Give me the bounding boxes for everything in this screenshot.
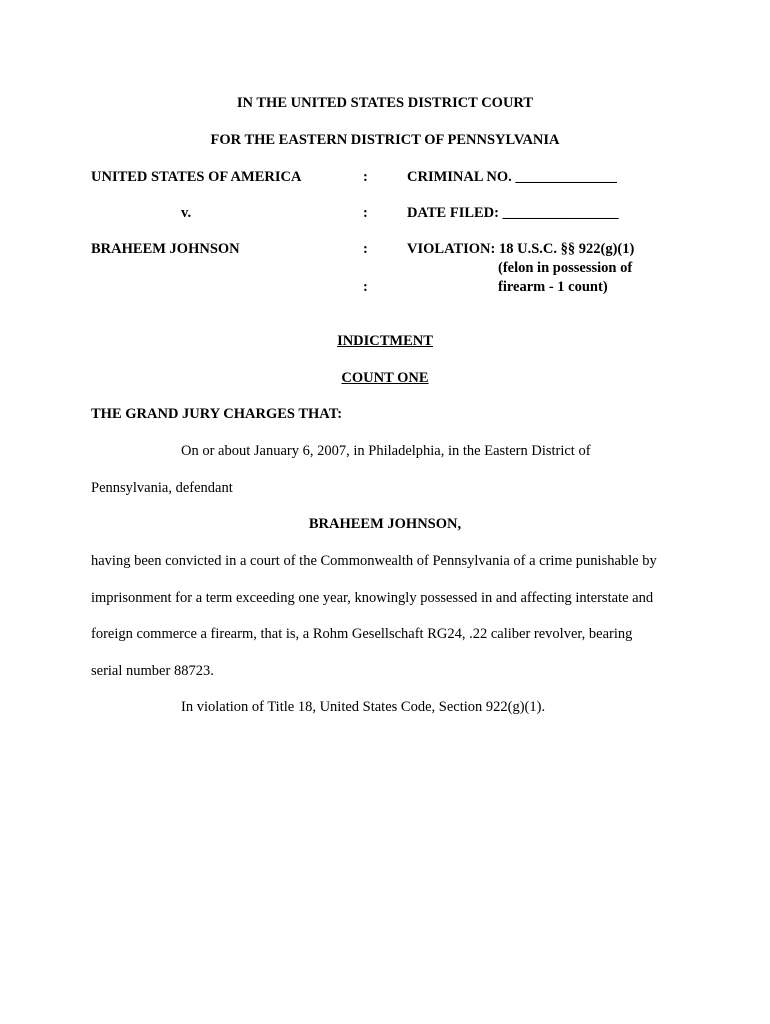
caption-violation-line3: firearm - 1 count) bbox=[498, 279, 608, 295]
heading-indictment: INDICTMENT bbox=[337, 333, 433, 349]
body-para2-line2: imprisonment for a term exceeding one year, knowingly possessed in and affecting interstate and bbox=[91, 590, 654, 606]
caption-date-filed: DATE FILED: ________________ bbox=[407, 205, 619, 221]
caption-defendant: BRAHEEM JOHNSON bbox=[91, 241, 240, 257]
caption-colon-4: : bbox=[363, 279, 368, 295]
caption-colon-3: : bbox=[363, 241, 368, 257]
heading-count-one: COUNT ONE bbox=[341, 370, 429, 386]
caption-violation-line1: VIOLATION: 18 U.S.C. §§ 922(g)(1) bbox=[407, 241, 635, 257]
court-title-line2: FOR THE EASTERN DISTRICT OF PENNSYLVANIA bbox=[210, 132, 560, 148]
caption-violation-line2: (felon in possession of bbox=[498, 260, 633, 276]
body-para2-line4: serial number 88723. bbox=[91, 663, 214, 679]
caption-colon-2: : bbox=[363, 205, 368, 221]
caption-versus: v. bbox=[181, 205, 192, 221]
body-defendant-name: BRAHEEM JOHNSON, bbox=[308, 516, 462, 532]
body-para1-line2: Pennsylvania, defendant bbox=[91, 480, 233, 496]
court-title-line1: IN THE UNITED STATES DISTRICT COURT bbox=[236, 95, 534, 111]
body-para1-line1: On or about January 6, 2007, in Philadelphia, in the Eastern District of bbox=[181, 443, 591, 459]
body-para2-line1: having been convicted in a court of the Commonwealth of Pennsylvania of a crime punishable by bbox=[91, 553, 657, 569]
body-violation-statement: In violation of Title 18, United States Code, Section 922(g)(1). bbox=[181, 699, 546, 715]
caption-colon-1: : bbox=[363, 169, 368, 185]
caption-criminal-no: CRIMINAL NO. ______________ bbox=[407, 169, 617, 185]
body-para2-line3: foreign commerce a firearm, that is, a Rohm Gesellschaft RG24, .22 caliber revolver, bearing bbox=[91, 626, 633, 642]
heading-grand-jury: THE GRAND JURY CHARGES THAT: bbox=[91, 406, 343, 422]
caption-plaintiff: UNITED STATES OF AMERICA bbox=[91, 169, 302, 185]
